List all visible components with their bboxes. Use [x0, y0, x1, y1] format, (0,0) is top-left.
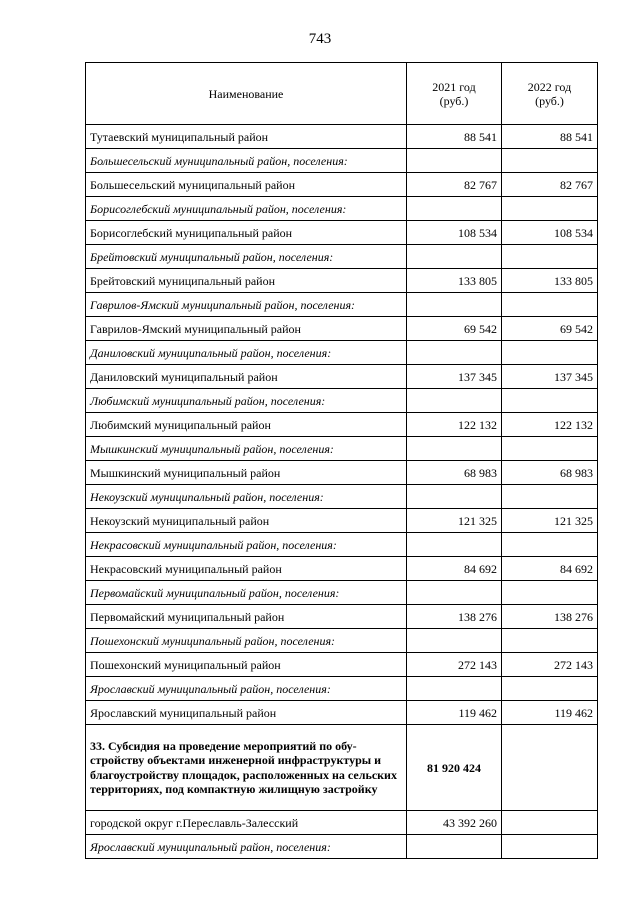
table-row: [86, 269, 598, 293]
cell-name: Некрасовский муниципальный район: [86, 557, 407, 581]
cell-name: Брейтовский муниципальный район: [86, 269, 407, 293]
cell-2022: 119 462: [502, 701, 598, 725]
header-name: Наименование: [86, 63, 407, 125]
cell-2021: 82 767: [407, 173, 502, 197]
section-row: [86, 197, 598, 221]
section-row: [86, 245, 598, 269]
section-row: [86, 581, 598, 605]
cell-2022: [502, 149, 598, 173]
cell-name: Большесельский муниципальный район, поселения:: [86, 149, 407, 173]
cell-2021: [407, 437, 502, 461]
table-row: [86, 701, 598, 725]
cell-name: Мышкинский муниципальный район: [86, 461, 407, 485]
cell-2021: [407, 389, 502, 413]
cell-2021: 133 805: [407, 269, 502, 293]
table-row: [86, 509, 598, 533]
cell-2022: 122 132: [502, 413, 598, 437]
cell-2021: [407, 485, 502, 509]
cell-name: Брейтовский муниципальный район, поселения:: [86, 245, 407, 269]
cell-name: Ярославский муниципальный район, поселения:: [86, 835, 407, 859]
cell-2022: [502, 341, 598, 365]
cell-2021: 81 920 424: [407, 725, 502, 811]
table-row: [86, 461, 598, 485]
table-row: [86, 125, 598, 149]
cell-name: Первомайский муниципальный район: [86, 605, 407, 629]
cell-2021: 88 541: [407, 125, 502, 149]
cell-name: Гаврилов-Ямский муниципальный район, поселения:: [86, 293, 407, 317]
cell-2021: 43 392 260: [407, 811, 502, 835]
section-row: [86, 149, 598, 173]
cell-name: Некоузский муниципальный район, поселения:: [86, 485, 407, 509]
cell-2021: [407, 581, 502, 605]
table-row: [86, 221, 598, 245]
header-2021: 2021 год (руб.): [407, 63, 502, 125]
cell-2022: [502, 811, 598, 835]
section-row: [86, 437, 598, 461]
cell-name: городской округ г.Переславль-Залесский: [86, 811, 407, 835]
table-row: [86, 605, 598, 629]
table-row: [86, 413, 598, 437]
cell-2021: [407, 293, 502, 317]
cell-name: Ярославский муниципальный район, поселения:: [86, 677, 407, 701]
cell-2022: 88 541: [502, 125, 598, 149]
cell-2021: 108 534: [407, 221, 502, 245]
cell-name: Любимский муниципальный район: [86, 413, 407, 437]
section-row: [86, 629, 598, 653]
table-row: [86, 811, 598, 835]
table-row: [86, 365, 598, 389]
cell-name: Первомайский муниципальный район, поселения:: [86, 581, 407, 605]
cell-2022: 108 534: [502, 221, 598, 245]
section-row: [86, 677, 598, 701]
cell-2022: 137 345: [502, 365, 598, 389]
cell-2022: [502, 197, 598, 221]
cell-2022: [502, 677, 598, 701]
cell-2022: [502, 581, 598, 605]
cell-2021: [407, 149, 502, 173]
cell-name: Некрасовский муниципальный район, поселения:: [86, 533, 407, 557]
cell-2022: [502, 485, 598, 509]
cell-2022: [502, 629, 598, 653]
cell-2021: 138 276: [407, 605, 502, 629]
header-2022: 2022 год (руб.): [502, 63, 598, 125]
cell-name: Гаврилов-Ямский муниципальный район: [86, 317, 407, 341]
budget-table: [85, 62, 598, 859]
cell-name: Пошехонский муниципальный район: [86, 653, 407, 677]
cell-2021: [407, 197, 502, 221]
cell-name: Мышкинский муниципальный район, поселения:: [86, 437, 407, 461]
cell-2022: 69 542: [502, 317, 598, 341]
cell-2022: [502, 293, 598, 317]
cell-2021: 68 983: [407, 461, 502, 485]
cell-name: Тутаевский муниципальный район: [86, 125, 407, 149]
table-row: [86, 173, 598, 197]
section-row: [86, 533, 598, 557]
cell-2022: [502, 389, 598, 413]
table-row: [86, 317, 598, 341]
cell-2021: [407, 629, 502, 653]
section-row: [86, 389, 598, 413]
cell-name: Некоузский муниципальный район: [86, 509, 407, 533]
cell-2022: [502, 725, 598, 811]
cell-name: Борисоглебский муниципальный район, поселения:: [86, 197, 407, 221]
table-row: [86, 557, 598, 581]
cell-2022: 272 143: [502, 653, 598, 677]
table-row: [86, 725, 598, 811]
cell-2022: [502, 245, 598, 269]
cell-2022: [502, 437, 598, 461]
section-row: [86, 485, 598, 509]
cell-name: Даниловский муниципальный район, поселения:: [86, 341, 407, 365]
cell-name: Ярославский муниципальный район: [86, 701, 407, 725]
cell-2022: 121 325: [502, 509, 598, 533]
cell-2021: [407, 341, 502, 365]
cell-name: 33. Субсидия на проведение мероприятий по обу-стройству объектами инженерной инфраструктуры и благоустройству площадок, расположенных на сельских территориях, под компактную жилищную застройку: [86, 725, 407, 811]
table-header-row: [86, 63, 598, 125]
cell-2021: 119 462: [407, 701, 502, 725]
cell-2022: 133 805: [502, 269, 598, 293]
section-row: [86, 293, 598, 317]
cell-2022: 84 692: [502, 557, 598, 581]
cell-2021: 122 132: [407, 413, 502, 437]
cell-2021: 272 143: [407, 653, 502, 677]
cell-2022: 68 983: [502, 461, 598, 485]
cell-name: Большесельский муниципальный район: [86, 173, 407, 197]
cell-2021: [407, 677, 502, 701]
cell-2022: 138 276: [502, 605, 598, 629]
page-number: 743: [308, 31, 332, 47]
cell-2021: [407, 245, 502, 269]
cell-2021: 69 542: [407, 317, 502, 341]
table-row: [86, 653, 598, 677]
cell-2022: [502, 835, 598, 859]
cell-2022: [502, 533, 598, 557]
section-row: [86, 341, 598, 365]
cell-2021: 137 345: [407, 365, 502, 389]
cell-name: Даниловский муниципальный район: [86, 365, 407, 389]
section-row: [86, 835, 598, 859]
cell-2021: 84 692: [407, 557, 502, 581]
cell-name: Пошехонский муниципальный район, поселения:: [86, 629, 407, 653]
cell-2021: [407, 835, 502, 859]
cell-2021: [407, 533, 502, 557]
cell-2021: 121 325: [407, 509, 502, 533]
cell-name: Любимский муниципальный район, поселения:: [86, 389, 407, 413]
cell-name: Борисоглебский муниципальный район: [86, 221, 407, 245]
cell-2022: 82 767: [502, 173, 598, 197]
